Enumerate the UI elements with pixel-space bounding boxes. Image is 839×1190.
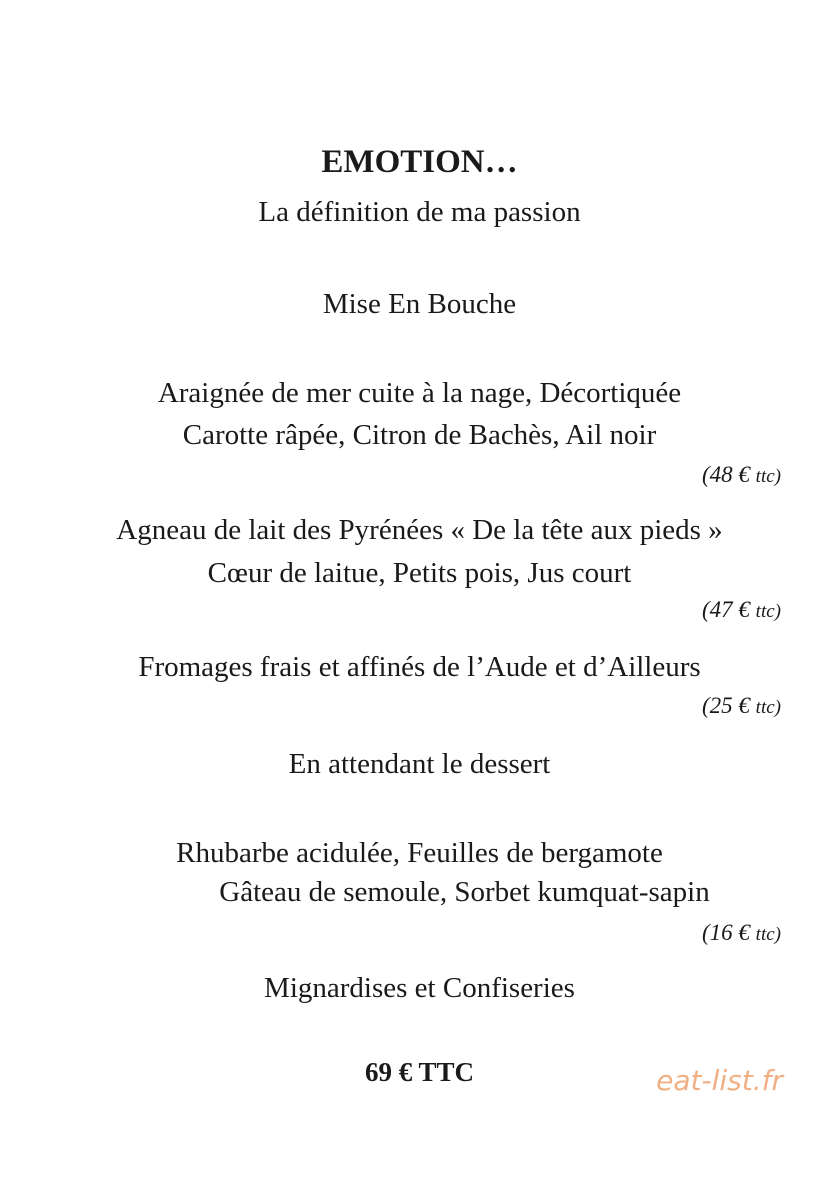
course-2-price: (47 € ttc)	[702, 597, 781, 622]
menu-subtitle: La définition de ma passion	[258, 196, 581, 228]
course-4-price: (16 € ttc)	[702, 920, 781, 945]
mignardises: Mignardises et Confiseries	[264, 972, 575, 1004]
watermark: eat-list.fr	[656, 1064, 783, 1097]
course-4-line-2: Gâteau de semoule, Sorbet kumquat-sapin	[219, 876, 710, 908]
menu-total-price: 69 € TTC	[364, 1057, 475, 1087]
course-4-line-1: Rhubarbe acidulée, Feuilles de bergamote	[176, 837, 663, 869]
course-2-line-2: Cœur de laitue, Petits pois, Jus court	[207, 557, 632, 589]
menu-title: EMOTION…	[321, 144, 518, 180]
pre-dessert: En attendant le dessert	[288, 748, 551, 780]
course-2-line-1: Agneau de lait des Pyrénées « De la tête aux pieds »	[116, 514, 723, 546]
course-1-price: (48 € ttc)	[702, 462, 781, 487]
course-1-line-2: Carotte râpée, Citron de Bachès, Ail noir	[182, 419, 657, 451]
course-1-line-1: Araignée de mer cuite à la nage, Décortiquée	[157, 377, 682, 409]
course-3-price: (25 € ttc)	[702, 693, 781, 718]
course-3-line-1: Fromages frais et affinés de l’Aude et d’Ailleurs	[138, 651, 701, 683]
amuse-bouche: Mise En Bouche	[322, 288, 517, 320]
